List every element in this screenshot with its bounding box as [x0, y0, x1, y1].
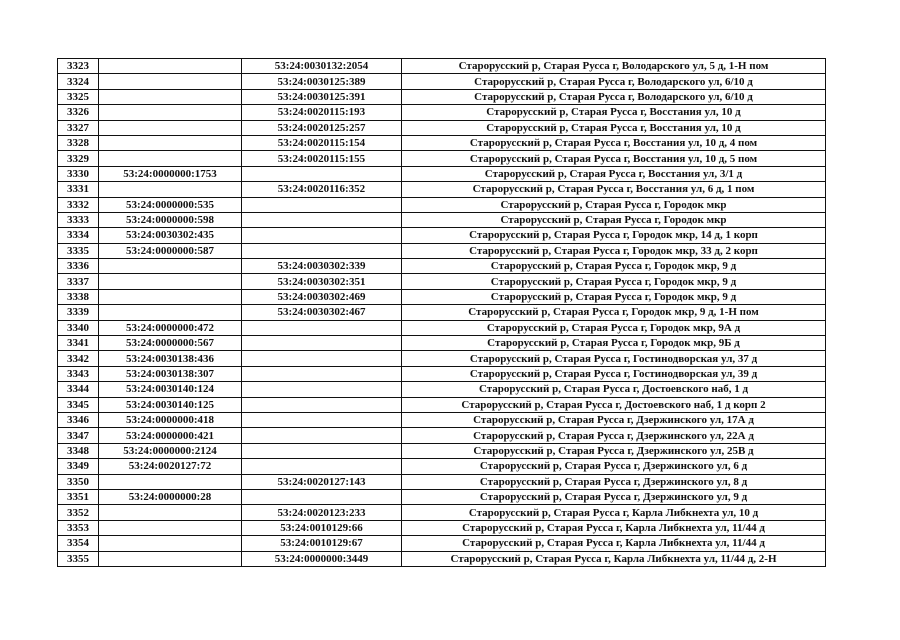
table-row: [58, 474, 826, 489]
table-row: [58, 536, 826, 551]
address-cell: Старорусский р, Старая Русса г, Карла Либкнехта ул, 11/44 д, 2-Н: [402, 551, 826, 566]
table-row: [58, 212, 826, 227]
row-number-cell: 3353: [58, 520, 99, 535]
address-cell: Старорусский р, Старая Русса г, Володарского ул, 6/10 д: [402, 74, 826, 89]
address-cell: Старорусский р, Старая Русса г, Восстания ул, 10 д, 5 пом: [402, 151, 826, 166]
row-number-cell: 3334: [58, 228, 99, 243]
cadastral-number-cell: 53:24:0000000:28: [99, 489, 242, 504]
row-number-cell: 3355: [58, 551, 99, 566]
table-row: [58, 382, 826, 397]
cadastral-number-secondary-cell: [242, 351, 402, 366]
address-cell: Старорусский р, Старая Русса г, Восстания ул, 6 д, 1 пом: [402, 182, 826, 197]
cadastral-number-cell: 53:24:0030138:307: [99, 366, 242, 381]
row-number-cell: 3351: [58, 489, 99, 504]
row-number-cell: 3350: [58, 474, 99, 489]
cadastral-number-cell: 53:24:0000000:598: [99, 212, 242, 227]
table-row: [58, 274, 826, 289]
address-cell: Старорусский р, Старая Русса г, Дзержинского ул, 17А д: [402, 412, 826, 427]
cadastral-number-cell: [99, 505, 242, 520]
table-row: [58, 166, 826, 181]
row-number-cell: 3323: [58, 59, 99, 74]
cadastral-number-cell: 53:24:0030302:435: [99, 228, 242, 243]
row-number-cell: 3333: [58, 212, 99, 227]
table-row: [58, 520, 826, 535]
address-cell: Старорусский р, Старая Русса г, Карла Либкнехта ул, 10 д: [402, 505, 826, 520]
table-row: [58, 320, 826, 335]
row-number-cell: 3329: [58, 151, 99, 166]
cadastral-number-secondary-cell: [242, 228, 402, 243]
cadastral-number-cell: [99, 274, 242, 289]
address-cell: Старорусский р, Старая Русса г, Городок мкр, 33 д, 2 корп: [402, 243, 826, 258]
table-row: [58, 351, 826, 366]
address-cell: Старорусский р, Старая Русса г, Городок мкр, 9 д: [402, 274, 826, 289]
row-number-cell: 3327: [58, 120, 99, 135]
cadastral-number-secondary-cell: [242, 212, 402, 227]
cadastral-number-secondary-cell: 53:24:0030132:2054: [242, 59, 402, 74]
row-number-cell: 3335: [58, 243, 99, 258]
address-cell: Старорусский р, Старая Русса г, Володарского ул, 5 д, 1-Н пом: [402, 59, 826, 74]
address-cell: Старорусский р, Старая Русса г, Дзержинского ул, 6 д: [402, 459, 826, 474]
table-row: [58, 89, 826, 104]
row-number-cell: 3340: [58, 320, 99, 335]
cadastral-number-secondary-cell: [242, 197, 402, 212]
cadastral-number-secondary-cell: 53:24:0010129:66: [242, 520, 402, 535]
cadastral-number-secondary-cell: [242, 320, 402, 335]
address-cell: Старорусский р, Старая Русса г, Восстания ул, 3/1 д: [402, 166, 826, 181]
table-row: [58, 74, 826, 89]
cadastral-number-secondary-cell: 53:24:0020115:193: [242, 105, 402, 120]
cadastral-number-cell: [99, 59, 242, 74]
table-row: [58, 289, 826, 304]
address-cell: Старорусский р, Старая Русса г, Городок мкр, 14 д, 1 корп: [402, 228, 826, 243]
table-row: [58, 443, 826, 458]
cadastral-number-secondary-cell: [242, 489, 402, 504]
cadastral-number-cell: [99, 520, 242, 535]
cadastral-number-secondary-cell: 53:24:0030302:469: [242, 289, 402, 304]
table-row: [58, 197, 826, 212]
cadastral-number-secondary-cell: 53:24:0000000:3449: [242, 551, 402, 566]
address-cell: Старорусский р, Старая Русса г, Городок мкр, 9 д, 1-Н пом: [402, 305, 826, 320]
cadastral-number-secondary-cell: [242, 166, 402, 181]
cadastral-number-secondary-cell: [242, 443, 402, 458]
address-cell: Старорусский р, Старая Русса г, Достоевского наб, 1 д: [402, 382, 826, 397]
address-cell: Старорусский р, Старая Русса г, Городок мкр, 9А д: [402, 320, 826, 335]
table-row: [58, 228, 826, 243]
row-number-cell: 3342: [58, 351, 99, 366]
row-number-cell: 3337: [58, 274, 99, 289]
row-number-cell: 3346: [58, 412, 99, 427]
row-number-cell: 3338: [58, 289, 99, 304]
address-cell: Старорусский р, Старая Русса г, Гостинодворская ул, 39 д: [402, 366, 826, 381]
row-number-cell: 3349: [58, 459, 99, 474]
address-cell: Старорусский р, Старая Русса г, Городок мкр: [402, 197, 826, 212]
row-number-cell: 3325: [58, 89, 99, 104]
row-number-cell: 3352: [58, 505, 99, 520]
cadastral-number-cell: 53:24:0030140:124: [99, 382, 242, 397]
cadastral-number-secondary-cell: [242, 366, 402, 381]
address-cell: Старорусский р, Старая Русса г, Достоевского наб, 1 д корп 2: [402, 397, 826, 412]
table-row: [58, 105, 826, 120]
address-cell: Старорусский р, Старая Русса г, Гостинодворская ул, 37 д: [402, 351, 826, 366]
cadastral-number-secondary-cell: [242, 459, 402, 474]
cadastral-number-secondary-cell: 53:24:0020123:233: [242, 505, 402, 520]
table-row: [58, 397, 826, 412]
cadastral-number-cell: [99, 289, 242, 304]
table-row: [58, 551, 826, 566]
cadastral-number-secondary-cell: [242, 397, 402, 412]
row-number-cell: 3339: [58, 305, 99, 320]
address-cell: Старорусский р, Старая Русса г, Карла Либкнехта ул, 11/44 д: [402, 536, 826, 551]
cadastral-number-secondary-cell: [242, 428, 402, 443]
cadastral-number-cell: [99, 120, 242, 135]
table-row: [58, 135, 826, 150]
cadastral-number-secondary-cell: [242, 412, 402, 427]
cadastral-number-secondary-cell: 53:24:0020115:154: [242, 135, 402, 150]
cadastral-number-cell: [99, 259, 242, 274]
cadastral-number-cell: [99, 89, 242, 104]
cadastral-number-cell: [99, 135, 242, 150]
row-number-cell: 3345: [58, 397, 99, 412]
cadastral-number-cell: 53:24:0000000:587: [99, 243, 242, 258]
cadastral-number-secondary-cell: [242, 243, 402, 258]
cadastral-number-cell: [99, 151, 242, 166]
row-number-cell: 3341: [58, 336, 99, 351]
cadastral-number-cell: [99, 474, 242, 489]
cadastral-number-secondary-cell: 53:24:0030125:389: [242, 74, 402, 89]
row-number-cell: 3343: [58, 366, 99, 381]
row-number-cell: 3324: [58, 74, 99, 89]
table-row: [58, 489, 826, 504]
row-number-cell: 3344: [58, 382, 99, 397]
cadastral-number-secondary-cell: [242, 336, 402, 351]
cadastral-number-secondary-cell: 53:24:0030302:339: [242, 259, 402, 274]
row-number-cell: 3326: [58, 105, 99, 120]
table-row: [58, 505, 826, 520]
cadastral-number-secondary-cell: 53:24:0020127:143: [242, 474, 402, 489]
cadastral-number-cell: [99, 551, 242, 566]
registry-table-body: [58, 59, 826, 567]
table-row: [58, 336, 826, 351]
table-row: [58, 459, 826, 474]
row-number-cell: 3336: [58, 259, 99, 274]
cadastral-number-cell: 53:24:0000000:2124: [99, 443, 242, 458]
row-number-cell: 3348: [58, 443, 99, 458]
cadastral-number-secondary-cell: 53:24:0030125:391: [242, 89, 402, 104]
cadastral-number-cell: 53:24:0020127:72: [99, 459, 242, 474]
table-row: [58, 151, 826, 166]
address-cell: Старорусский р, Старая Русса г, Городок мкр, 9 д: [402, 289, 826, 304]
address-cell: Старорусский р, Старая Русса г, Восстания ул, 10 д: [402, 120, 826, 135]
cadastral-number-cell: [99, 74, 242, 89]
cadastral-number-cell: 53:24:0000000:418: [99, 412, 242, 427]
cadastral-number-cell: 53:24:0000000:472: [99, 320, 242, 335]
cadastral-number-cell: 53:24:0000000:535: [99, 197, 242, 212]
row-number-cell: 3332: [58, 197, 99, 212]
cadastral-number-cell: 53:24:0000000:1753: [99, 166, 242, 181]
row-number-cell: 3354: [58, 536, 99, 551]
cadastral-number-cell: [99, 182, 242, 197]
address-cell: Старорусский р, Старая Русса г, Восстания ул, 10 д: [402, 105, 826, 120]
address-cell: Старорусский р, Старая Русса г, Восстания ул, 10 д, 4 пом: [402, 135, 826, 150]
cadastral-number-secondary-cell: 53:24:0020115:155: [242, 151, 402, 166]
cadastral-number-cell: [99, 105, 242, 120]
cadastral-number-cell: 53:24:0000000:421: [99, 428, 242, 443]
cadastral-number-secondary-cell: 53:24:0020116:352: [242, 182, 402, 197]
address-cell: Старорусский р, Старая Русса г, Дзержинского ул, 9 д: [402, 489, 826, 504]
row-number-cell: 3331: [58, 182, 99, 197]
cadastral-number-cell: 53:24:0000000:567: [99, 336, 242, 351]
cadastral-number-secondary-cell: 53:24:0030302:467: [242, 305, 402, 320]
address-cell: Старорусский р, Старая Русса г, Дзержинского ул, 22А д: [402, 428, 826, 443]
cadastral-number-cell: [99, 305, 242, 320]
address-cell: Старорусский р, Старая Русса г, Городок мкр, 9 д: [402, 259, 826, 274]
table-row: [58, 120, 826, 135]
table-row: [58, 182, 826, 197]
table-row: [58, 366, 826, 381]
row-number-cell: 3347: [58, 428, 99, 443]
address-cell: Старорусский р, Старая Русса г, Дзержинского ул, 25В д: [402, 443, 826, 458]
table-row: [58, 305, 826, 320]
address-cell: Старорусский р, Старая Русса г, Карла Либкнехта ул, 11/44 д: [402, 520, 826, 535]
cadastral-number-secondary-cell: 53:24:0030302:351: [242, 274, 402, 289]
row-number-cell: 3328: [58, 135, 99, 150]
cadastral-number-cell: 53:24:0030140:125: [99, 397, 242, 412]
table-row: [58, 243, 826, 258]
row-number-cell: 3330: [58, 166, 99, 181]
table-row: [58, 428, 826, 443]
address-cell: Старорусский р, Старая Русса г, Дзержинского ул, 8 д: [402, 474, 826, 489]
table-row: [58, 59, 826, 74]
cadastral-number-secondary-cell: 53:24:0020125:257: [242, 120, 402, 135]
address-cell: Старорусский р, Старая Русса г, Володарского ул, 6/10 д: [402, 89, 826, 104]
table-row: [58, 259, 826, 274]
registry-table: [57, 58, 826, 567]
cadastral-number-secondary-cell: [242, 382, 402, 397]
cadastral-number-cell: [99, 536, 242, 551]
table-row: [58, 412, 826, 427]
address-cell: Старорусский р, Старая Русса г, Городок мкр: [402, 212, 826, 227]
cadastral-number-cell: 53:24:0030138:436: [99, 351, 242, 366]
cadastral-number-secondary-cell: 53:24:0010129:67: [242, 536, 402, 551]
address-cell: Старорусский р, Старая Русса г, Городок мкр, 9Б д: [402, 336, 826, 351]
